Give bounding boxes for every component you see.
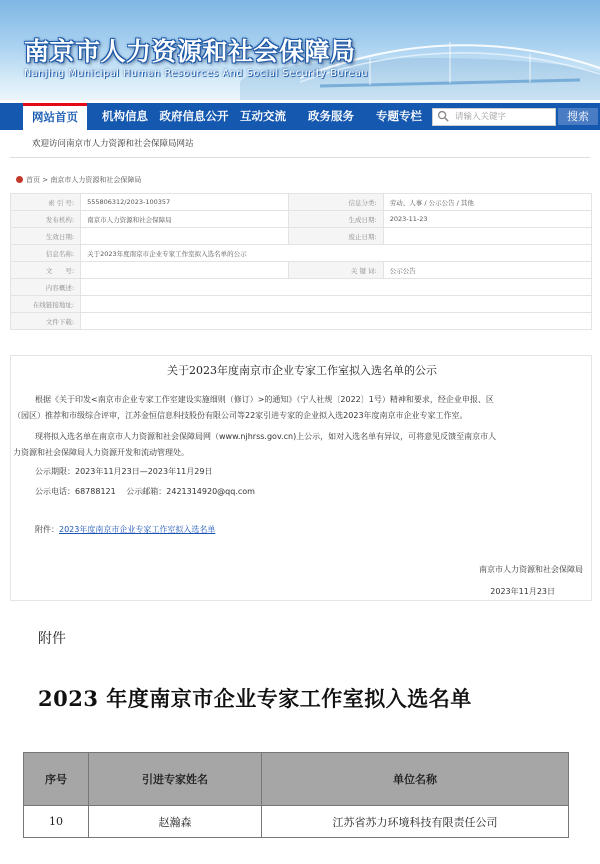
breadcrumb-home[interactable]: 首页 bbox=[26, 176, 40, 184]
meta-value: 南京市人力资源和社会保障局 bbox=[81, 211, 289, 228]
meta-value bbox=[81, 313, 592, 330]
nav-item-services[interactable]: 政务服务 bbox=[308, 109, 354, 123]
meta-label: 索 引 号: bbox=[11, 194, 81, 211]
column-header-index: 序号 bbox=[24, 753, 89, 806]
notice-paragraph-line: 现将拟入选名单在南京市人力资源和社会保障局网（www.njhrss.gov.cn)上公示，如对入选名单有异议，可将意见反馈至南京市人 bbox=[35, 432, 497, 441]
meta-value bbox=[81, 262, 289, 279]
attachment-link[interactable]: 2023年度南京市企业专家工作室拟入选名单 bbox=[59, 525, 216, 534]
meta-value: 2023-11-23 bbox=[383, 211, 591, 228]
meta-label: 在线链接地址: bbox=[11, 296, 81, 313]
meta-row bbox=[11, 194, 592, 211]
search-input[interactable] bbox=[432, 108, 556, 126]
notice-period: 公示期限：2023年11月23日—2023年11月29日 bbox=[35, 467, 213, 476]
nav-item-home[interactable]: 网站首页 bbox=[23, 103, 87, 132]
column-header-expert-name: 引进专家姓名 bbox=[89, 753, 262, 806]
search-icon bbox=[437, 110, 450, 123]
notice-paragraph-line: 根据《关于印发<南京市企业专家工作室建设实施细则（修订）>的通知》（宁人社规〔2022〕1号）精神和要求，经企业申报、区 bbox=[35, 395, 494, 404]
meta-label: 发布机构: bbox=[11, 211, 81, 228]
divider bbox=[10, 157, 590, 158]
breadcrumb-current[interactable]: 南京市人力资源和社会保障局 bbox=[50, 176, 142, 184]
notice-contact: 公示电话：68788121 公示邮箱：2421314920@qq.com bbox=[35, 487, 255, 496]
attachment-heading: 附件 bbox=[38, 631, 66, 647]
nav-item-interaction[interactable]: 互动交流 bbox=[240, 109, 286, 123]
meta-row bbox=[11, 211, 592, 228]
attachment-title: 2023 年度南京市企业专家工作室拟入选名单 bbox=[38, 686, 472, 711]
table-row bbox=[24, 806, 569, 838]
column-header-company: 单位名称 bbox=[262, 753, 569, 806]
meta-value bbox=[383, 228, 591, 245]
cell-expert-name: 赵瀚森 bbox=[89, 806, 262, 838]
meta-value: 劳动、人事 / 公示公告 / 其他 bbox=[383, 194, 591, 211]
meta-row bbox=[11, 296, 592, 313]
meta-row bbox=[11, 228, 592, 245]
meta-row bbox=[11, 245, 592, 262]
nav-item-topics[interactable]: 专题专栏 bbox=[376, 109, 422, 123]
candidate-table bbox=[23, 752, 569, 838]
cell-company: 江苏省苏力环境科技有限责任公司 bbox=[262, 806, 569, 838]
meta-label: 文 号: bbox=[11, 262, 81, 279]
notice-panel bbox=[10, 355, 592, 601]
home-icon bbox=[16, 176, 23, 183]
breadcrumb bbox=[16, 175, 141, 185]
notice-date: 2023年11月23日 bbox=[490, 587, 555, 596]
site-subtitle-english: Nanjing Municipal Human Resources And Social Security Bureau bbox=[24, 68, 369, 79]
notice-attachment bbox=[35, 522, 215, 537]
notice-signer: 南京市人力资源和社会保障局 bbox=[479, 565, 583, 574]
meta-value bbox=[81, 296, 592, 313]
meta-value bbox=[81, 279, 592, 296]
search-button[interactable]: 搜索 bbox=[558, 108, 598, 125]
table-header-row bbox=[24, 753, 569, 806]
meta-label: 废止日期: bbox=[289, 228, 383, 245]
meta-label: 生成日期: bbox=[289, 211, 383, 228]
search-placeholder: 请输入关键字 bbox=[455, 112, 507, 122]
meta-row bbox=[11, 279, 592, 296]
meta-row bbox=[11, 313, 592, 330]
header-banner bbox=[0, 0, 600, 100]
attachment-label: 附件： bbox=[35, 525, 59, 534]
meta-label: 生效日期: bbox=[11, 228, 81, 245]
welcome-text: 欢迎访问南京市人力资源和社会保障局网站 bbox=[32, 139, 194, 149]
breadcrumb-separator: > bbox=[42, 176, 51, 184]
meta-label: 信息名称: bbox=[11, 245, 81, 262]
main-nav bbox=[0, 103, 600, 130]
meta-label: 文件下载: bbox=[11, 313, 81, 330]
notice-paragraph-line: 力资源和社会保障局人力资源开发和流动管理处。 bbox=[13, 448, 189, 457]
nav-item-gov-info[interactable]: 政府信息公开 bbox=[159, 109, 229, 123]
meta-label: 内容概述: bbox=[11, 279, 81, 296]
meta-value: 关于2023年度南京市企业专家工作室拟入选名单的公示 bbox=[81, 245, 592, 262]
meta-label: 信息分类: bbox=[289, 194, 383, 211]
site-title[interactable]: 南京市人力资源和社会保障局 bbox=[24, 37, 356, 66]
meta-value: 公示公告 bbox=[383, 262, 591, 279]
meta-row bbox=[11, 262, 592, 279]
meta-label: 关 键 词: bbox=[289, 262, 383, 279]
nav-item-org-info[interactable]: 机构信息 bbox=[102, 109, 148, 123]
notice-paragraph-line: （园区）推荐和市级综合评审，江苏金恒信息科技股份有限公司等22家引进专家的企业拟入选2023年度南京市企业专家工作室。 bbox=[13, 411, 468, 420]
meta-value bbox=[81, 228, 289, 245]
document-meta-table bbox=[10, 193, 592, 330]
notice-title: 关于2023年度南京市企业专家工作室拟入选名单的公示 bbox=[167, 364, 437, 377]
meta-value: 555806312/2023-100357 bbox=[81, 194, 289, 211]
cell-index: 10 bbox=[24, 806, 89, 838]
